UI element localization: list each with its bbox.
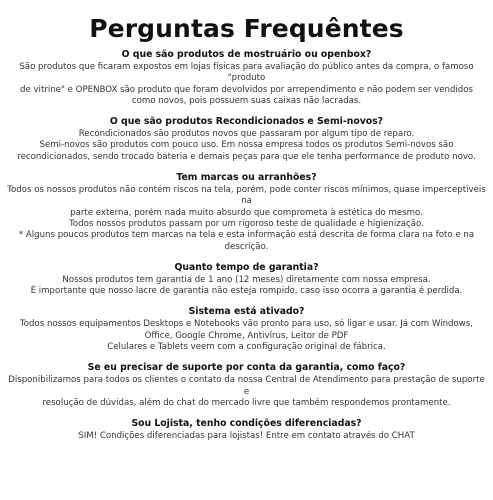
answer-line: como novos, pois possuem suas caixas não lacradas. xyxy=(131,95,362,106)
page-title: Perguntas Frequêntes xyxy=(89,14,404,43)
faq-question: Sistema está ativado? xyxy=(188,306,305,318)
answer-line: São produtos que ficaram expostos em lojas físicas para avaliação do público antes da compra, o famoso "produto xyxy=(19,62,474,84)
answer-line: Semi-novos são produtos com pouco uso. Em nossa empresa todos os produtos Semi-novos são xyxy=(39,140,454,151)
faq-item-marcas xyxy=(6,172,487,253)
answer-line: recondicionados, sendo trocado bateria e demais peças para que ele tenha performance de produto novo. xyxy=(17,151,476,162)
faq-question: Tem marcas ou arranhões? xyxy=(176,172,317,184)
answer-line: Office, Google Chrome, Antivírus, Leitor de PDF xyxy=(144,330,349,341)
faq-item-mostruario xyxy=(6,49,487,107)
answer-line: parte externa, porém nada muito absurdo que comprometa à estética do mesmo. xyxy=(70,207,423,218)
faq-item-lojista xyxy=(6,418,487,442)
answer-line: Disponibilizamos para todos os clientes o contato da nossa Central de Atendimento para prestação de suporte e xyxy=(8,375,485,397)
faq-question: O que são produtos de mostruário ou openbox? xyxy=(121,49,372,60)
faq-answer xyxy=(6,319,487,353)
faq-answer xyxy=(6,375,487,409)
faq-answer xyxy=(6,62,487,107)
faq-item-garantia xyxy=(6,262,487,298)
faq-item-sistema xyxy=(6,306,487,353)
answer-line: de vitrine" e OPENBOX são produto que foram devolvidos por arrependimento e não podem ser vendidos xyxy=(20,84,473,95)
faq-question: Sou Lojista, tenho condições diferenciadas? xyxy=(131,418,362,430)
faq-answer xyxy=(6,431,487,442)
answer-line: resolução de dúvidas, além do chat do mercado livre que também respondemos prontamente. xyxy=(42,397,451,408)
faq-answer xyxy=(6,275,487,298)
faq-answer xyxy=(6,185,487,253)
answer-line: Todos nossos produtos passam por um rigoroso teste de qualidade e higienização. xyxy=(69,218,424,229)
faq-question: O que são produtos Recondicionados e Semi-novos? xyxy=(109,116,384,128)
answer-line: descrição. xyxy=(224,241,269,252)
answer-line: É importante que nosso lacre de garantia não esteja rompido, caso isso ocorra a garantia é perdida. xyxy=(30,286,463,297)
answer-line: * Alguns poucos produtos tem marcas na tela e esta informação está descrita de forma clara na foto e na xyxy=(18,230,475,241)
faq-question: Quanto tempo de garantia? xyxy=(174,261,319,273)
faq-answer xyxy=(6,129,487,163)
faq-question: Se eu precisar de suporte por conta da garantia, como faço? xyxy=(87,362,406,374)
answer-line: Todos nossos equipamentos Desktops e Notebooks vão pronto para uso, só ligar e usar. Já com Windows, xyxy=(20,319,473,330)
answer-line: Todos os nossos produtos não contém riscos na tela, porém, pode conter riscos mínimos, quase imperceptíveis na xyxy=(7,185,486,207)
answer-line: Recondicionados são produtos novos que passaram por algum tipo de reparo. xyxy=(78,129,415,140)
answer-line: SIM! Condições diferenciadas para lojistas! Entre em contato através do CHAT xyxy=(78,431,415,442)
faq-item-suporte xyxy=(6,362,487,409)
faq-item-recondicionados xyxy=(6,116,487,163)
answer-line: Celulares e Tablets veem com a configuração original de fábrica. xyxy=(107,342,386,353)
answer-line: Nossos produtos tem garantia de 1 ano (12 meses) diretamente com nossa empresa. xyxy=(62,274,431,285)
